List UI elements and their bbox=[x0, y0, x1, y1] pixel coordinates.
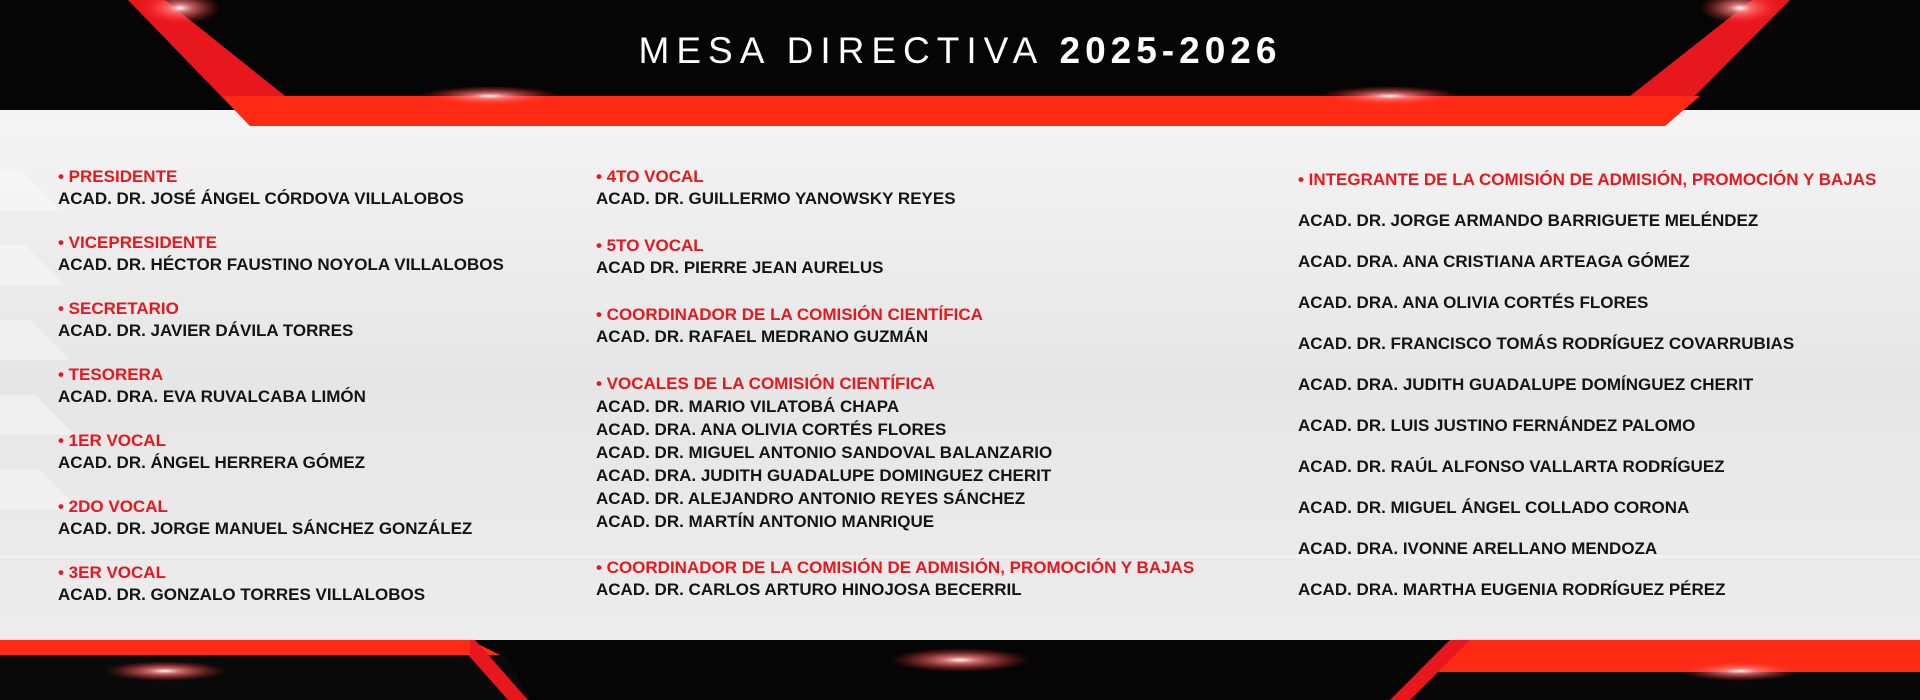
role-label: • 4TO VOCAL bbox=[596, 167, 704, 186]
list-item bbox=[596, 166, 956, 210]
list-item bbox=[58, 562, 425, 606]
member-name: ACAD. DR. JORGE MANUEL SÁNCHEZ GONZÁLEZ bbox=[58, 519, 473, 538]
member-name: ACAD. DRA. IVONNE ARELLANO MENDOZA bbox=[1298, 539, 1658, 558]
role-label: • INTEGRANTE DE LA COMISIÓN DE ADMISIÓN, PROMOCIÓN Y BAJAS bbox=[1298, 170, 1877, 189]
role-label: • TESORERA bbox=[58, 365, 164, 384]
title-year: 2025-2026 bbox=[1059, 30, 1282, 71]
role-label: • COORDINADOR DE LA COMISIÓN DE ADMISIÓN, PROMOCIÓN Y BAJAS bbox=[596, 558, 1195, 577]
member-name: ACAD. DRA. ANA OLIVIA CORTÉS FLORES bbox=[596, 420, 947, 439]
role-label: • VOCALES DE LA COMISIÓN CIENTÍFICA bbox=[596, 374, 935, 393]
member-name: ACAD. DR. ALEJANDRO ANTONIO REYES SÁNCHEZ bbox=[596, 489, 1026, 508]
role-label: • 1ER VOCAL bbox=[58, 431, 166, 450]
member-name: ACAD. DRA. EVA RUVALCABA LIMÓN bbox=[58, 387, 366, 406]
list-item bbox=[596, 557, 1194, 601]
list-item bbox=[58, 430, 365, 474]
member-name: ACAD. DR. MIGUEL ANTONIO SANDOVAL BALANZARIO bbox=[596, 443, 1053, 462]
list-item bbox=[58, 232, 504, 276]
member-name: ACAD. DR. MARTÍN ANTONIO MANRIQUE bbox=[596, 512, 935, 531]
member-name: ACAD. DRA. MARTHA EUGENIA RODRÍGUEZ PÉREZ bbox=[1298, 580, 1726, 599]
member-name: ACAD. DR. LUIS JUSTINO FERNÁNDEZ PALOMO bbox=[1298, 416, 1696, 435]
list-item bbox=[596, 304, 983, 348]
member-name: ACAD. DR. ÁNGEL HERRERA GÓMEZ bbox=[58, 453, 365, 472]
member-name: ACAD. DR. CARLOS ARTURO HINOJOSA BECERRIL bbox=[596, 580, 1022, 599]
role-label: • 2DO VOCAL bbox=[58, 497, 168, 516]
member-name: ACAD. DR. JOSÉ ÁNGEL CÓRDOVA VILLALOBOS bbox=[58, 189, 464, 208]
list-item bbox=[596, 373, 1052, 533]
member-name: ACAD. DR. FRANCISCO TOMÁS RODRÍGUEZ COVARRUBIAS bbox=[1298, 334, 1795, 353]
role-label: • COORDINADOR DE LA COMISIÓN CIENTÍFICA bbox=[596, 305, 983, 324]
member-name: ACAD. DR. MARIO VILATOBÁ CHAPA bbox=[596, 397, 900, 416]
page-title bbox=[0, 30, 1920, 72]
member-name: ACAD. DR. RAFAEL MEDRANO GUZMÁN bbox=[596, 327, 929, 346]
title-light: MESA DIRECTIVA bbox=[638, 30, 1043, 71]
list-item bbox=[58, 496, 472, 540]
bottom-right-red-bar bbox=[1418, 640, 1920, 672]
member-name: ACAD. DRA. JUDITH GUADALUPE DOMÍNGUEZ CHERIT bbox=[1298, 375, 1754, 394]
member-name: ACAD. DRA. JUDITH GUADALUPE DOMINGUEZ CHERIT bbox=[596, 466, 1052, 485]
role-label: • VICEPRESIDENTE bbox=[58, 233, 217, 252]
member-name: ACAD. DR. JAVIER DÁVILA TORRES bbox=[58, 321, 354, 340]
role-label: • PRESIDENTE bbox=[58, 167, 178, 186]
role-label: • 5TO VOCAL bbox=[596, 236, 704, 255]
member-name: ACAD. DRA. ANA CRISTIANA ARTEAGA GÓMEZ bbox=[1298, 252, 1690, 271]
role-label: • SECRETARIO bbox=[58, 299, 179, 318]
member-name: ACAD. DR. GUILLERMO YANOWSKY REYES bbox=[596, 189, 956, 208]
member-name: ACAD. DR. GONZALO TORRES VILLALOBOS bbox=[58, 585, 426, 604]
member-name: ACAD DR. PIERRE JEAN AURELUS bbox=[596, 258, 884, 277]
member-name: ACAD. DRA. ANA OLIVIA CORTÉS FLORES bbox=[1298, 293, 1649, 312]
member-name: ACAD. DR. JORGE ARMANDO BARRIGUETE MELÉNDEZ bbox=[1298, 211, 1759, 230]
member-name: ACAD. DR. HÉCTOR FAUSTINO NOYOLA VILLALOBOS bbox=[58, 255, 504, 274]
member-name: ACAD. DR. MIGUEL ÁNGEL COLLADO CORONA bbox=[1298, 498, 1690, 517]
list-item bbox=[58, 166, 464, 210]
member-name: ACAD. DR. RAÚL ALFONSO VALLARTA RODRÍGUEZ bbox=[1298, 457, 1725, 476]
list-item bbox=[58, 298, 353, 342]
role-label: • 3ER VOCAL bbox=[58, 563, 166, 582]
list-item bbox=[596, 235, 883, 279]
list-item bbox=[58, 364, 366, 408]
